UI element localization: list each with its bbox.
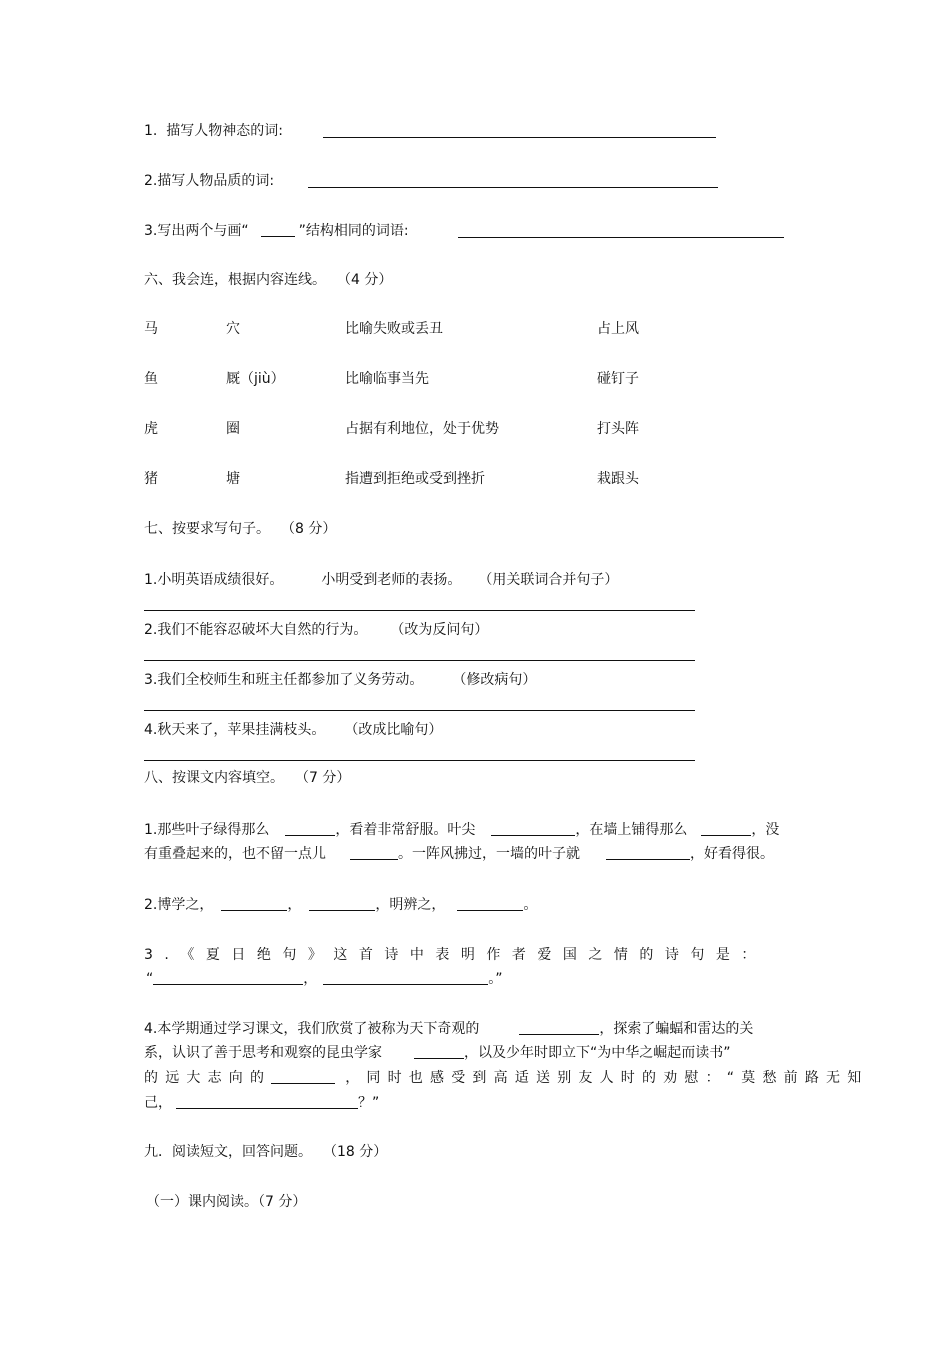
question-2-label: 2.描写人物品质的词:: [144, 173, 275, 189]
section-7-heading: [144, 520, 336, 538]
fill-q4-text-f: ，同时也感受到高适送别友人时的劝慰：“莫愁前路无知: [345, 1070, 869, 1086]
answer-line-2[interactable]: [308, 187, 718, 188]
sentence-q1-hint: （用关联词合并句子）: [485, 572, 619, 588]
meaning-1[interactable]: 比喻失败或丢丑: [345, 321, 443, 337]
place-4[interactable]: 塘: [226, 471, 240, 487]
sentence-q1: [144, 571, 618, 589]
blank-q4-4[interactable]: [176, 1094, 358, 1109]
fill-q1-text-e: 有重叠起来的，也不留一点儿: [144, 846, 326, 862]
section-8-title: 八、按课文内容填空。: [144, 770, 284, 786]
fill-q1-text-c: ，在墙上铺得那么: [575, 822, 688, 838]
sentence-q3: [144, 671, 536, 689]
meaning-4[interactable]: 指遭到拒绝或受到挫折: [345, 471, 485, 487]
section-6-title: 六、我会连，根据内容连线。: [144, 272, 326, 288]
underlined-sample: [261, 222, 295, 237]
animal-2[interactable]: 鱼: [144, 371, 158, 387]
question-3-text-a: 3.写出两个与画“: [144, 223, 249, 239]
question-3-text-b: ”结构相同的词语:: [298, 223, 409, 239]
blank-q1-1[interactable]: [285, 821, 335, 836]
fill-q4-text-h: ？”: [358, 1095, 380, 1111]
idiom-2[interactable]: 碰钉子: [597, 371, 639, 387]
fill-q1-text-d: ，没: [751, 822, 780, 838]
blank-q4-2[interactable]: [414, 1044, 464, 1059]
fill-q1-text-b: ，看着非常舒服。叶尖: [335, 822, 476, 838]
fill-q4-line2: [144, 1044, 731, 1062]
fill-q2-text-c: ，明辨之，: [375, 897, 446, 913]
blank-q2-3[interactable]: [457, 896, 523, 911]
fill-q3-comma: ，: [303, 971, 318, 987]
fill-q1-text-f: 。一阵风拂过，一墙的叶子就: [398, 846, 580, 862]
subsection-reading-1: （一）课内阅读。（7 分）: [146, 1194, 307, 1210]
section-6-score: （4 分）: [344, 272, 393, 288]
fill-q1-line2: [144, 845, 774, 863]
sentence-answer-line-2[interactable]: [144, 660, 695, 661]
answer-line-1[interactable]: [323, 137, 716, 138]
blank-q4-3[interactable]: [271, 1069, 335, 1084]
sentence-answer-line-3[interactable]: [144, 710, 695, 711]
meaning-2[interactable]: 比喻临事当先: [345, 371, 429, 387]
fill-q2-text-a: 2.博学之，: [144, 897, 214, 913]
sentence-q2: [144, 621, 488, 639]
blank-q1-3[interactable]: [701, 821, 751, 836]
fill-q1-text-g: ，好看得很。: [690, 846, 774, 862]
fill-q3-line2: [146, 970, 503, 988]
blank-q3-2[interactable]: [323, 970, 488, 985]
fill-q4-line4: [144, 1094, 379, 1112]
fill-q1-text-a: 1.那些叶子绿得那么: [144, 822, 270, 838]
blank-q1-2[interactable]: [491, 821, 575, 836]
fill-q1-line1: [144, 821, 779, 839]
fill-q2-text-b: ，: [287, 897, 302, 913]
place-3[interactable]: 圈: [226, 421, 240, 437]
fill-q4-text-e: 的远大志向的: [144, 1070, 272, 1086]
sentence-q1-b: 小明受到老师的表扬。: [321, 572, 462, 588]
section-9-heading: [144, 1143, 387, 1161]
question-1-label: 1. 描写人物神态的词:: [144, 123, 283, 139]
fill-q3-open-quote: “: [146, 971, 154, 987]
answer-line-3[interactable]: [458, 237, 784, 238]
sentence-answer-line-4[interactable]: [144, 760, 695, 761]
blank-q4-1[interactable]: [519, 1020, 599, 1035]
section-8-score: （7 分）: [302, 770, 351, 786]
animal-3[interactable]: 虎: [144, 421, 158, 437]
section-9-score: （18 分）: [330, 1144, 388, 1160]
sentence-q2-hint: （改为反问句）: [397, 622, 489, 638]
section-9-title: 九．阅读短文，回答问题。: [144, 1144, 312, 1160]
blank-q3-1[interactable]: [153, 970, 303, 985]
sentence-q1-a: 1.小明英语成绩很好。: [144, 572, 284, 588]
section-8-heading: [144, 769, 350, 787]
fill-q2: [144, 896, 537, 914]
fill-q4-line3: [144, 1069, 868, 1087]
fill-q4-text-d: ，以及少年时即立下“为中华之崛起而读书”: [464, 1045, 731, 1061]
sentence-q3-a: 3.我们全校师生和班主任都参加了义务劳动。: [144, 672, 424, 688]
idiom-4[interactable]: 栽跟头: [597, 471, 639, 487]
fill-q4-text-c: 系，认识了善于思考和观察的昆虫学家: [144, 1045, 382, 1061]
section-7-title: 七、按要求写句子。: [144, 521, 270, 537]
fill-q4-text-a: 4.本学期通过学习课文，我们欣赏了被称为天下奇观的: [144, 1021, 480, 1037]
section-7-score: （8 分）: [288, 521, 337, 537]
blank-q2-2[interactable]: [309, 896, 375, 911]
animal-1[interactable]: 马: [144, 321, 158, 337]
sentence-q4-hint: （改成比喻句）: [351, 722, 443, 738]
sentence-q4: [144, 721, 442, 739]
blank-q1-5[interactable]: [606, 845, 690, 860]
animal-4[interactable]: 猪: [144, 471, 158, 487]
fill-q4-text-g: 己，: [144, 1095, 172, 1111]
fill-q4-text-b: ，探索了蝙蝠和雷达的关: [599, 1021, 754, 1037]
question-3-label: [144, 222, 409, 240]
fill-q2-text-d: 。: [523, 897, 538, 913]
blank-q1-4[interactable]: [350, 845, 398, 860]
section-6-heading: [144, 271, 392, 289]
sentence-answer-line-1[interactable]: [144, 610, 695, 611]
fill-q4-line1: [144, 1020, 753, 1038]
place-1[interactable]: 穴: [226, 321, 240, 337]
fill-q3-end: 。”: [488, 971, 503, 987]
fill-q3-line1: 3.《夏日绝句》这首诗中表明作者爱国之情的诗句是：: [144, 947, 767, 963]
sentence-q4-a: 4.秋天来了，苹果挂满枝头。: [144, 722, 326, 738]
sentence-q3-hint: （修改病句）: [459, 672, 537, 688]
meaning-3[interactable]: 占据有利地位，处于优势: [345, 421, 499, 437]
blank-q2-1[interactable]: [221, 896, 287, 911]
sentence-q2-a: 2.我们不能容忍破坏大自然的行为。: [144, 622, 368, 638]
place-2[interactable]: 厩（jiù）: [226, 371, 285, 387]
idiom-1[interactable]: 占上风: [597, 321, 639, 337]
idiom-3[interactable]: 打头阵: [597, 421, 639, 437]
